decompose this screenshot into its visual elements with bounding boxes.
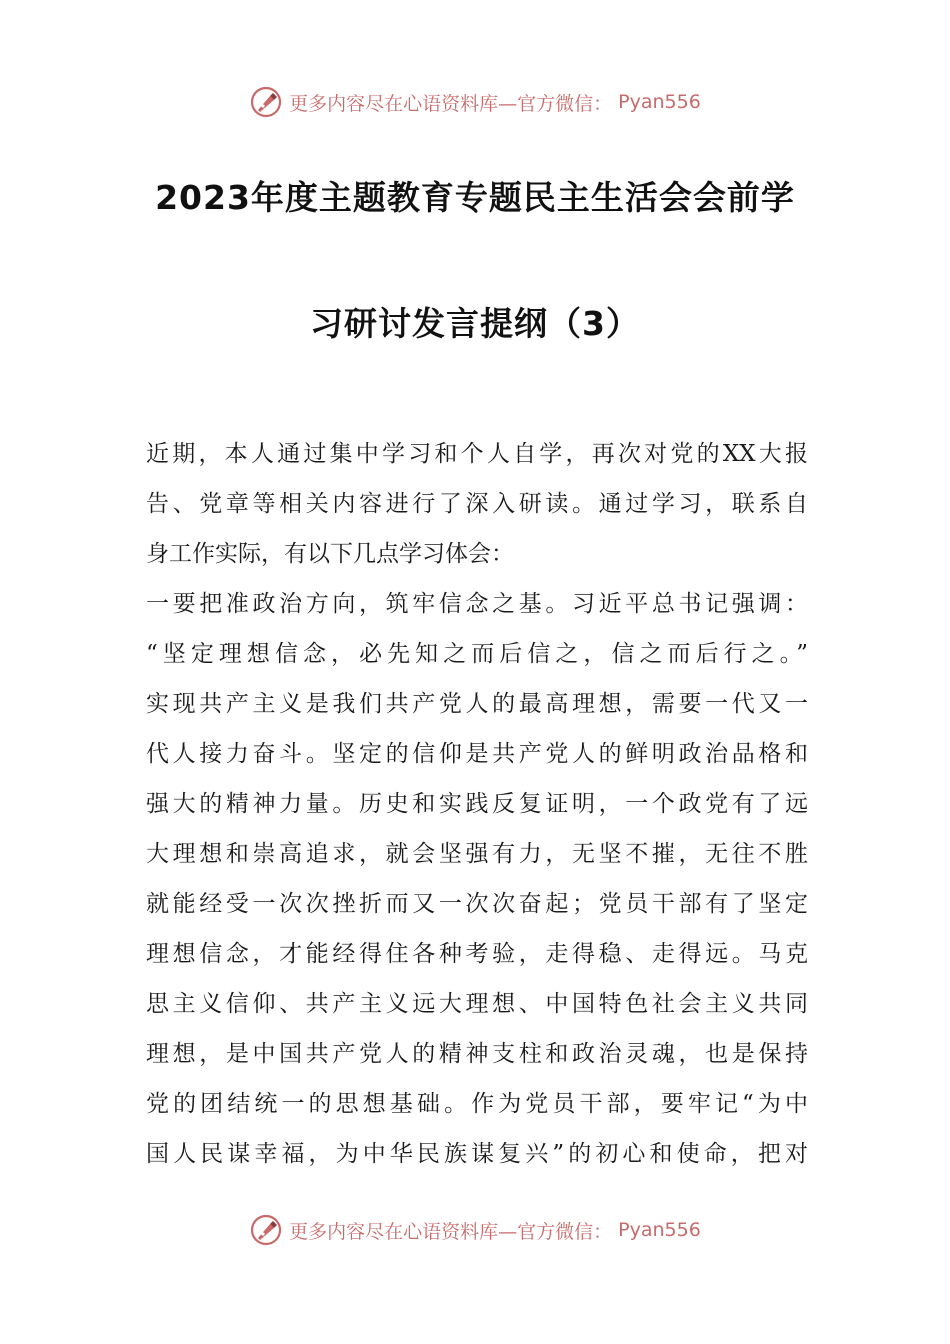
body-line: 代人接力奋斗。坚定的信仰是共产党人的鲜明政治品格和 [146, 741, 808, 767]
body-line: 就能经受一次次挫折而又一次次奋起；党员干部有了坚定 [146, 891, 808, 917]
body-line: 一要把准政治方向，筑牢信念之基。习近平总书记强调： [146, 591, 808, 617]
watermark-wechat-id: Pyan556 [618, 1219, 701, 1241]
document-body [146, 432, 808, 1182]
pen-nib-logo-icon [249, 1213, 283, 1247]
body-line: 强大的精神力量。历史和实践反复证明，一个政党有了远 [146, 791, 808, 817]
body-line: 国人民谋幸福，为中华民族谋复兴”的初心和使命，把对 [146, 1141, 808, 1167]
body-line: 思主义信仰、共产主义远大理想、中国特色社会主义共同 [146, 991, 808, 1017]
body-line: 身工作实际，有以下几点学习体会： [146, 541, 514, 567]
body-line: “坚定理想信念，必先知之而后信之，信之而后行之。” [146, 641, 808, 667]
body-line: 理想信念，才能经得住各种考验，走得稳、走得远。马克 [146, 941, 808, 967]
document-title-line-1: 2023年度主题教育专题民主生活会会前学 [155, 178, 795, 217]
body-line: 理想，是中国共产党人的精神支柱和政治灵魂，也是保持 [146, 1041, 808, 1067]
footer-watermark [0, 1210, 950, 1250]
body-line: 告、党章等相关内容进行了深入研读。通过学习，联系自 [146, 491, 808, 517]
document-title-line-2: 习研讨发言提纲（3） [310, 304, 640, 343]
body-line: 党的团结统一的思想基础。作为党员干部，要牢记“为中 [146, 1091, 808, 1117]
watermark-wechat-id: Pyan556 [618, 91, 701, 113]
body-line: 大理想和崇高追求，就会坚强有力，无坚不摧，无往不胜 [146, 841, 808, 867]
body-line: 近期，本人通过集中学习和个人自学，再次对党的XX大报 [146, 441, 808, 467]
watermark-text: 更多内容尽在心语资料库—官方微信： [289, 92, 613, 115]
watermark-text: 更多内容尽在心语资料库—官方微信： [289, 1220, 613, 1243]
header-watermark [0, 82, 950, 122]
body-line: 实现共产主义是我们共产党人的最高理想，需要一代又一 [146, 691, 808, 717]
pen-nib-logo-icon [249, 85, 283, 119]
